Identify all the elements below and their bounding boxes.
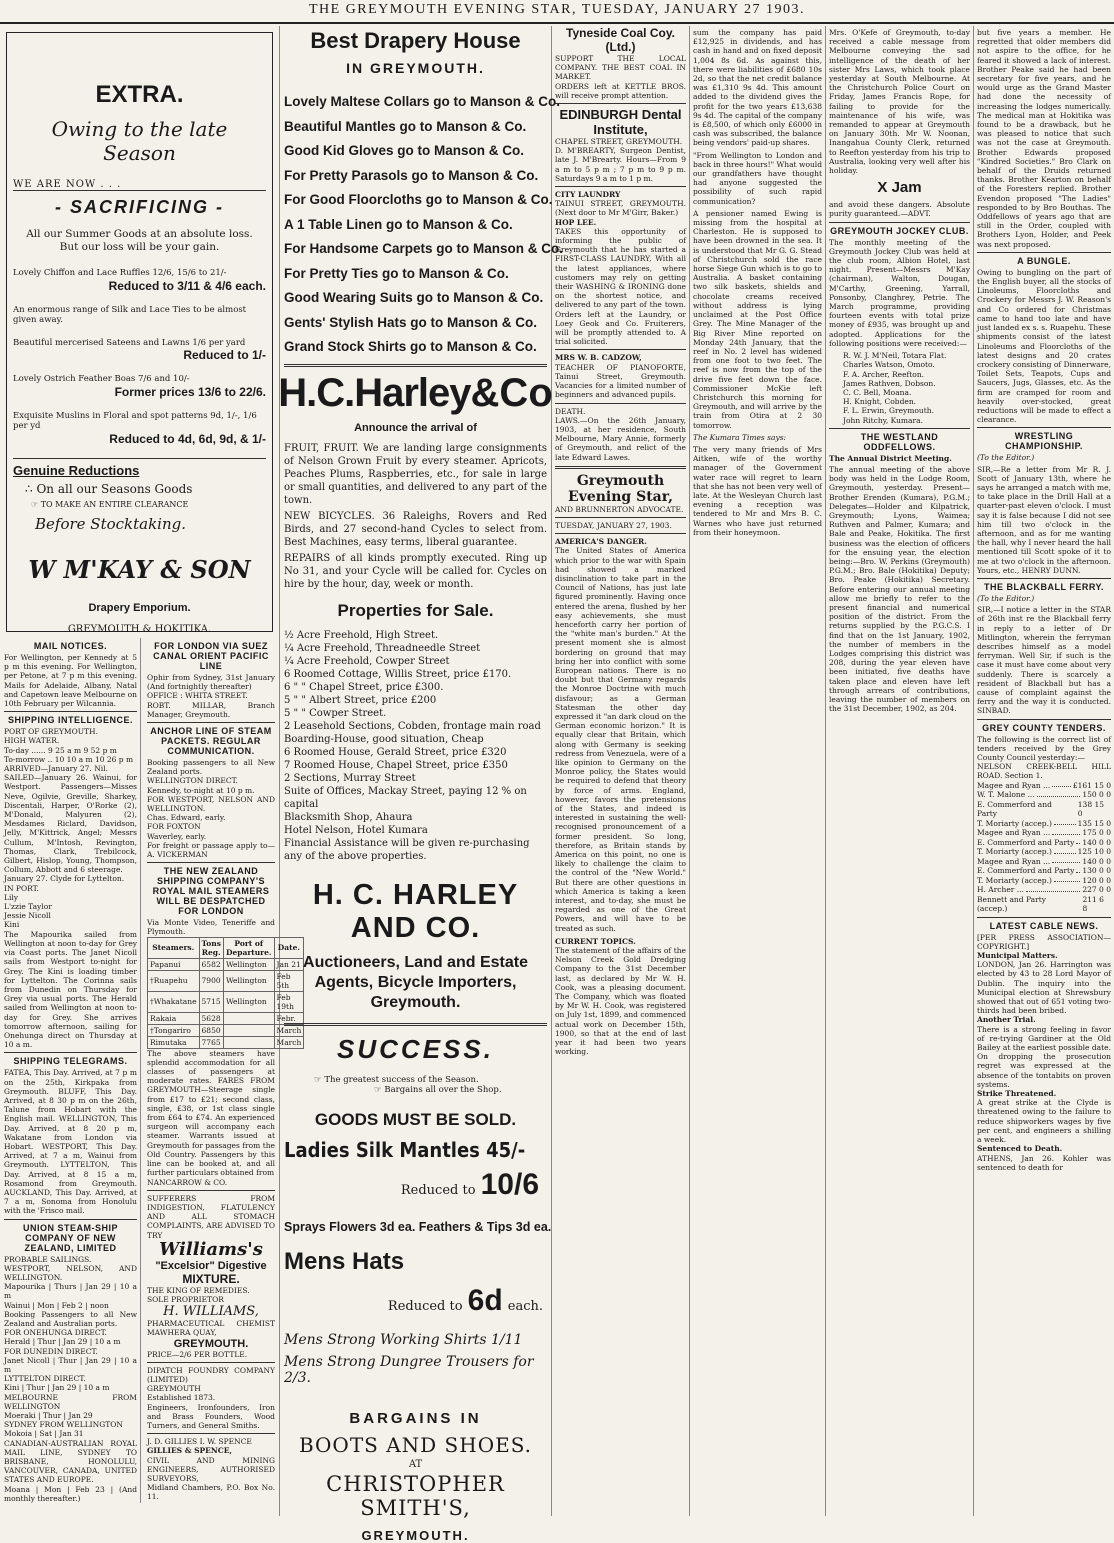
pointing-hand-icon: ☞ [314,1074,322,1085]
drapery-line: For Pretty Ties go to Manson & Co. [284,265,509,281]
property-line: Suite of Offices, Mackay Street, paying 12 % on capital [284,785,527,810]
nzship-title: THE NEW ZEALAND SHIPPING COMPANY'S ROYAL MAIL STEAMERS WILL BE DESPATCHED FOR LONDON [152,866,270,917]
property-line: 2 Sections, Murray Street [284,772,416,784]
drapery-line: Good Wearing Suits go to Manson & Co. [284,290,544,305]
tender-row: T. Moriarty (accep.) 135 15 0 [977,818,1111,828]
property-line: 5 " " Cowper Street. [284,707,387,719]
harley-logo: H.C.Harley &Co [278,370,553,415]
mail-title: MAIL NOTICES. [33,641,108,651]
column-2: Best Drapery House IN GREYMOUTH. Lovely Maltese Collars go to Manson & Co. Beautiful Mantles go to Manson & Co. Good Kid Gloves go to Manson & Co. For Pretty Parasols go to Manson & Co. For Good Floorcloths go to Manson & Co. A 1 Table Linen go to Manson & Co. For Handsome Carpets go to Manson & Co. For Pretty Ties go to Manson & Co. Good Wearing Suits go to Manson & Co. Gents' Stylish Hats go to Manson & Co. Grand Stock Shirts go to Manson & Co. H.C.Harley &Co Announce the arrival of FRUIT, FRUIT. We are landing large consignments of Nelson Grown Fruit by every steamer. Apricots, Peaches Plums, Raspberries, etc., for sale in large or small quantities, and delivered to any part of the town. NEW BICYCLES. 36 Raleighs, Rovers and Red Birds, and 27 second-hand Cycles to select from. Best Machines, easy terms, liberal guarantee. REPAIRS of all kinds promptly executed. Ring up No 31, and your Cycle will be called for. Cycles on hire by the hour, day, week or month. Properties for Sale. ½ Acre Freehold, High Street. ¼ Acre Freehold, Threadneedle Street ¼ Acre Freehold, Cowper Street 6 Roomed Cottage, Willis Street, price £170. 6 " " Chapel Street, price £300. 5 " " Albert Street, price £200 5 " " Cowper Street. 2 Leasehold Sections, Cobden, frontage main road Boarding-House, good situation, Cheap 6 Roomed House, Gerald Street, price £320 7 Roomed House, Chapel Street, price £350 2 Sections, Murray Street Suite of Offices, Mackay Street, paying 12 % on capital Blacksmith Shop, Ahaura Hotel Nelson, Hotel Kumara Financial Assistance will be given re-purchasing any of the above properties. H. C. HARLEY AND CO. Auctioneers, Land and Estate Agents, Bicycle Importers, Greymouth. SUCCESS. ☞ The greatest success of the Season. ☞ Bargains all over the Shop. GOODS MUST BE SOLD. Ladies Silk Mantles 45/- Reduced to 10/6 Sprays Flowers 3d ea. Feathers & Tips 3d ea. Mens Hats Reduced to 6d each. Mens Strong Working Shirts 1/11 Mens Strong Dungree Trousers for 2/3. BARGAINS IN BOOTS AND SHOES. AT CHRISTOPHER SMITH'S, GREYMOUTH. [278,28,564,1543]
tender-row: Magee and Ryan ... 175 0 0 [977,828,1111,838]
extra-line: Exquisite Muslins in Floral and spot patterns 9d, 1/-, 1/6 per yd Reduced to 4d, 6d, 9d, & 1/- [13,410,266,446]
table-row: Rakaia 5628 Febr. [148,1012,304,1024]
towns: GREYMOUTH & HOKITIKA. [67,623,212,635]
orient-title: FOR LONDON VIA SUEZ CANAL ORIENT PACIFIC LINE [153,641,269,671]
pointing-hand-icon: ☞ [374,1085,382,1095]
extra-line: Lovely Chiffon and Lace Ruffles 12/6, 15/6 to 21/- Reduced to 3/11 & 4/6 each. [13,268,266,293]
drapery-line: Gents' Stylish Hats go to Manson & Co. [284,314,537,330]
harley-announce: Announce the arrival of [354,421,477,434]
mantles-price: 10/6 [480,1167,539,1201]
property-line: 6 " " Chapel Street, price £300. [284,681,444,693]
tender-row: E. Commerford and Party 138 15 0 [977,799,1105,819]
sacrificing: - SACRIFICING - [55,197,224,217]
column-4: sum the company has paid £12,925 in dividends, and has cash in hand and on fixed deposit 1,004 8s 6d. As against this, there were liabilities of £680 10s 2d, so that the net credit balance was £1,310 9s 4d. This amount added to the dividend gives the profit for the two years £13,638 9s 4d. The capital of the company is £8,500, of which only £6000 in cash was subscribed, the balance being vendors' paid-up shares. "From Wellington to London and back in three hours!" What would our grandfathers have thought had anyone suggested the possibility of such rapid communication? A pensioner named Ewing is missing from the hospital at Charleston. He is supposed to have been drowned in the sea. It is understood that Mr G. G. Stead of Christchurch sold the race horse Siege Gun which is to go to Australia. A basket containing two silk baskets, shields and chocolate creams received without address is lying unclaimed at the Post Office Grey. The Mine Manager of the Big River Mine reported on Monday 24th January, that the reef in No. 2 level has widened from one foot to two feet. The reef is now from the top of the drive five feet down the face. Commissioner McKie left Christchurch this morning for Greymouth, and will arrive by the train from Otira at 2 30 tomorrow. The Kumara Times says: The very many friends of Mrs Aitken, wife of the worthy manager of the Government water race will regret to learn that she has not been very well of late. At the Wesleyan Church last evening a reception was tendered to Mr and Mrs B. C. Warnes who have just returned from their honeymoon. [690,26,826,1516]
clearance: ☞ TO MAKE AN ENTIRE CLEARANCE [31,499,189,509]
extra-intro: All our Summer Goods at an absolute loss. But our loss will be your gain. [26,228,253,253]
harley-big: H. C. HARLEY AND CO. [312,878,519,944]
pointing-hand-icon: ☞ [31,499,39,509]
property-line: 7 Roomed House, Chapel Street, price £350 [284,759,508,771]
extra-ad [6,32,273,635]
wrestling-title: WRESTLING CHAMPIONSHIP. [1005,431,1083,452]
column-3: Tyneside Coal Coy. (Ltd.) SUPPORT THE LOCAL COMPANY. THE BEST COAL IN MARKET. ORDERS left at KETTLE BROS. will receive prompt attention. EDINBURGH Dental Institute, CHAPEL STREET, GREYMOUTH. D. M'BREARTY, Surgeon Dentist, late J. M'Brearty. Hours—From 9 a m to 5 p m ; 7 p m to 9 p m. Saturdays 9 a m to 1 p m. CITY LAUNDRY TAINUI STREET, GREYMOUTH. (Next door to Mr M'Girr, Baker.) HOP LEE. TAKES this opportunity of informing the public of Greymouth that he has started a FIRST-CLASS LAUNDRY, With all the latest appliances, where customers may rely on getting their WASHING & IRONING done on the shortest notice, and delivered to any part of the town. Orders left at the Laundry, or Loey Geok and Co. Fruiterers, will be promptly attended to. A trial solicited. MRS W. B. CADZOW, TEACHER OF PIANOFORTE, Tainui Street, Greymouth. Vacancies for a limited number of beginners and advanced pupils. DEATH. LAWS.—On the 26th January, 1903, at her residence, South Melbourne, Mary Annie, formerly of Greymouth, and relict of the late Edward Lawes. Greymouth Evening Star, AND BRUNNERTON ADVOCATE. TUESDAY, JANUARY 27, 1903. AMERICA'S DANGER. The United States of America which prior to the war with Spain had showed a marked disinclination to take part in the Council of Nations, has just late figured prominently. Having once entered the arena, flushed by her easy achievements, she must henceforth carry her portion of the "white man's burden." At the present moment she is almost bordering on ground that may bring her into conflict with some European nations. There is no doubt but that Germany regards the Monroe Doctrine with much disfavour; as a German Statesman the other day expressed it "an dark cloud on the German economic horizon." It is equally clear that Britain, which along with Germany is seeking redress from Venezuela, were of a like opinion to Germany on the Monroe policy, the States would be required to defend that theory by force of arms. England, however, favors the pretensions of the States, and indeed is interested in sustaining the well-recognised pronouncement of a former president. So long, therefore, as Britain stands by America on this point, no one is likely to challenge the claim to the control of the "New World." But there are other questions in which America is taking a keen interest, and to-day, she must be regarded as one of the Great Powers, and will have to be treated as such. CURRENT TOPICS. The statement of the affairs of the Nelson Creek Gold Dredging Company to the 31st December last, as declared by Mr W. H. Cook, was a pleasing document. The Company, which was floated by Mr W. H. Cook, was registered on July 1st, 1899, and commenced actual work on December 15th, 1900, so that at the end of last year it had been two years working. [552,26,690,1516]
tender-row: T. Moriarty (accep.) 125 10 0 [977,847,1111,857]
williams-name: Williams's [159,1238,263,1260]
table-row: Papanui 6582 Wellington Jan 21 [148,958,304,970]
mantles: Ladies Silk Mantles 45/- [284,1137,526,1162]
table-row: †Whakatane 5715 Wellington Feb 19th [148,991,304,1012]
hats-price: 6d [467,1283,503,1317]
tender-row: H. Archer ... 227 0 0 [977,885,1111,895]
tenders-title: GREY COUNTY TENDERS. [982,722,1106,733]
drapery-line: Good Kid Gloves go to Manson & Co. [284,143,524,158]
mail-body: For Wellington, per Kennedy at 5 p m this evening. For Wellington, per Petone, at 7 p m this evening. Mails for Adelaide, Albany, Natal and Capetown leave Melbourne on 10th February per Wilcannia. [4,653,137,709]
extra-subtitle: Owing to the late Season [51,117,228,165]
hats: Mens Hats [284,1247,405,1275]
drapery-place: IN GREYMOUTH. [346,60,485,76]
cable-news-title: LATEST CABLE NEWS. [989,920,1099,931]
success-title: SUCCESS. [337,1033,494,1064]
drapery-line: For Good Floorcloths go to Manson & Co. [284,192,553,207]
table-row: †Tongariro 6850 March [148,1024,304,1036]
drapery-line: Beautiful Mantles go to Manson & Co. [284,118,527,134]
drapery-line: A 1 Table Linen go to Manson & Co. [284,216,513,232]
tender-row: Bennett and Party (accep.) 211 6 8 [977,894,1104,914]
sprays: Sprays Flowers 3d ea. Feathers & Tips 3d ea. [284,1219,552,1234]
before-stocktaking: Before Stocktaking. [35,514,187,533]
drapery-line: Lovely Maltese Collars go to Manson & Co. [284,94,561,109]
goods-must-be-sold: GOODS MUST BE SOLD. [314,1109,517,1129]
property-line: 2 Leasehold Sections, Cobden, frontage main road [284,720,541,732]
tender-row: W. T. Malone ... 150 0 0 [977,790,1111,800]
table-row: Rimutaka 7765 March [148,1036,304,1048]
property-line: ¼ Acre Freehold, Cowper Street [284,655,450,667]
column-5: Mrs. O'Kefe of Greymouth, to-day received a cable message from Melbourne conveying the sad intelligence of the death of her sister Mrs Laws, which took place yesterday at South Melbourne. At the Christchurch Police Court on Friday, James Francis Rope, for failing to provide for the maintenance of his wife, was remanded to appear at Greymouth on January 30th. Mr W. Noonan, Inangahua County Clerk, returned to Reefton yesterday from his trip to Australia, looking very well after his holiday. X Jam and avoid these dangers. Absolute purity guaranteed.—ADVT. GREYMOUTH JOCKEY CLUB. The monthly meeting of the Greymouth Jockey Club was held at the club room, Albion Hotel, last night. Present—Messrs M'Kay (chairman), Walton, Dougan, M'Carthy, Greening, Yarrall, Ponsonby, Clanghrey, Petrie. The March programme, providing fourteen events with total prize money of £935, was brought up and adopted. Applications for the following positions were received:— R. W. J. M'Neil, Totara Flat. Charles Watson, Omoto. F. A. Archer, Reefton. James Rathven, Dobson. C. C. Bell, Moana. H. Knight, Cobden. F. L. Erwin, Greymouth. John Ritchy, Kumara. THE WESTLAND ODDFELLOWS. The Annual District Meeting. The annual meeting of the above body was held in the Lodge Room, Greymouth, yesterday. Present—Brother Erenden (Kumara), P.G.M.; Delegates—Holder and Kilpatrick, Greymouth; Lyons, Waimea; Ruthven and Palmer, Kumara; and Bale and Peake, Hokitika. The first business was the election of officers for the ensuing year, the election being:—Bro. W. Perkins (Greymouth) P.G.M.; Bro. Bale (Hokitika) Deputy; Bro. Peake (Hokitika) Secretary. Before entering our annual meeting allow me briefly to refer to the present financial and numerical position of the district. From the returns supplied by the P.G.C.S. I find that on the 1st January, 1902, the number of members in the Lodges comprising this district was 208, during the year eleven have been initiated, five deaths have taken place and eleven have left through arrears of contributions, leaving the number of members on the 31st December, 1902, as 204. [826,26,974,1516]
harley-trade: Auctioneers, Land and Estate Agents, Bicycle Importers, Greymouth. [303,953,528,1011]
drapery-line: Grand Stock Shirts go to Manson & Co. [284,339,537,354]
shipping-title: SHIPPING INTELLIGENCE. [7,715,133,726]
tender-row: E. Commerford and Party 140 0 0 [977,837,1111,847]
properties-title: Properties for Sale. [337,600,494,620]
ferry-title: THE BLACKBALL FERRY. [984,581,1104,592]
telegrams-title: SHIPPING TELEGRAMS. [13,1056,128,1067]
extra-line: Lovely Ostrich Feather Boas 7/6 and 10/- Former prices 13/6 to 22/6. [13,374,266,399]
christopher-smith: CHRISTOPHER SMITH'S, [326,1471,505,1520]
drapery-line: For Pretty Parasols go to Manson & Co. [284,167,539,183]
property-line: Blacksmith Shop, Ahaura [284,811,413,823]
dental-title: EDINBURGH Dental Institute, [559,107,682,138]
jam-ad: X Jam [877,179,922,197]
property-line: Boarding-House, good situation, Cheap [284,733,484,745]
tender-row: Magee and Ryan ... £161 15 0 [977,780,1111,790]
right-subcolumn: FOR LONDON VIA SUEZ CANAL ORIENT PACIFIC LINE Ophir from Sydney, 31st January (And fortnightly thereafter) OFFICE : WHITA STREET. ROBT. MILLAR, Branch Manager, Greymouth. ANCHOR LINE OF STEAM PACKETS. REGULAR COMMUNICATION. Booking passengers to all New Zealand ports. WELLINGTON DIRECT. Kennedy, to-night at 10 p m. FOR WESTPORT, NELSON AND WELLINGTON. Chas. Edward, early. FOR FOXTON Waverley, early. For freight or passage apply to— A. VICKERMAN THE NEW ZEALAND SHIPPING COMPANY'S ROYAL MAIL STEAMERS WILL BE DESPATCHED FOR LONDON Via Monte Video, Teneriffe and Plymouth. Steamers. Tons Reg. Port of Departure. Date. Papanui 6582 Wellington Jan 21 †Ruapehu 7900 Wellington Feb 5th †Whakatane 5715 Wellington Feb 19th Rakaia 5628 Febr. †Tongariro 6850 March Rimutaka 7765 March The above steamers have splendid accommodation for all classes of passengers at moderate rates. FARES FROM GREYMOUTH—Steerage single from £17 to £21; second class, single, £38, or 1st class single from £64 to £74. An experienced surgeon will accompany each steamer. Warrants issued at Greymouth for passages from the Old Country. Passengers by this line can be booked at, and all further particulars obtained from NANCARROW & CO. SUFFERERS FROM INDIGESTION, FLATULENCY AND ALL STOMACH COMPLAINTS, ARE ADVISED TO TRY Williams's "Excelsior" Digestive MIXTURE. THE KING OF REMEDIES. SOLE PROPRIETOR H. WILLIAMS, PHARMACEUTICAL CHEMIST MAWHERA QUAY, GREYMOUTH. PRICE—2/6 PER BOTTLE. DIPATCH FOUNDRY COMPANY (LIMITED) GREYMOUTH Established 1873. Engineers, Ironfounders, Iron and Brass Founders, Wood Turners, and General Smiths. J. D. GILLIES I. W. SPENCE GILLIES & SPENCE, CIVIL AND MINING ENGINEERS, AUTHORISED SURVEYORS, Midland Chambers, P.O. Box No. 11. [147,638,275,1503]
tender-row: T. Moriarty (accep.) 120 0 0 [977,875,1111,885]
property-line: 6 Roomed House, Gerald Street, price £320 [284,746,507,758]
jockey-title: GREYMOUTH JOCKEY CLUB. [830,225,969,236]
property-line: Hotel Nelson, Hotel Kumara [284,824,428,836]
coal-title: Tyneside Coal Coy. (Ltd.) [566,26,675,54]
drapery-line: For Handsome Carpets go to Manson & Co. [284,241,564,256]
emporium: Drapery Emporium. [88,601,191,614]
property-line: 6 Roomed Cottage, Willis Street, price £170. [284,668,512,680]
firm-name: W M'KAY & SON [28,554,251,584]
drapery-title: Best Drapery House [310,28,521,53]
anchor-title: ANCHOR LINE OF STEAM PACKETS. REGULAR COMMUNICATION. [150,726,272,757]
column-1 [0,26,302,1516]
paper-nameplate: Greymouth Evening Star, [568,472,673,505]
genuine-reductions: Genuine Reductions [13,462,140,478]
property-line: 5 " " Albert Street, price £200 [284,694,437,706]
property-line: ½ Acre Freehold, High Street. [284,629,439,641]
table-row: †Ruapehu 7900 Wellington Feb 5th [148,970,304,991]
extra-title: EXTRA. [95,81,184,108]
tender-row: Magee and Ryan ... 140 0 0 [977,856,1111,866]
union-title: UNION STEAM-SHIP COMPANY OF NEW ZEALAND, LIMITED [22,1222,118,1253]
left-subcolumn: MAIL NOTICES. For Wellington, per Kennedy at 5 p m this evening. For Wellington, per Petone, at 7 p m this evening. Mails for Adelaide, Albany, Natal and Capetown leave Melbourne on 10th February per Wilcannia. SHIPPING INTELLIGENCE. PORT OF GREYMOUTH. HIGH WATER. To-day ...... 9 25 a m 9 52 p m To-morrow .. 10 10 a m 10 26 p m ARRIVED—January 27. Nil. SAILED—January 26. Wainui, for Westport. Passengers—Misses Neve, Ogilvie, Greville, Sharkey, Discentali, Harper, O'Rorke (2), M'Donald, Malyuren (2), Mesdames Riclard, Davidson, Jelly, M'Kittrick, Angel; Messrs Cullum, M'Intosh, Revington, Thomas, Clark, Trebilcock, Gilbert, Hislop, Young, Thompson, Collum, Abbott and 6 steerage. January 27. Clyde for Lyttelton. IN PORT. Lily L'zzie Taylor Jessie Nicoll Kini The Mapourika sailed from Wellington at noon to-day for Grey via Coast ports. The Janet Nicoll sails from Westport to-night for Grey. The Kini is loading timber for Lyttelton. The Corinna sails from Dunedin on Thursday for Grey via usual ports. The Herald sailed from Wellington at noon to-day for Grey. She arrives tomorrow afternoon, sailing for Onehunga direct on Thursday at 10 a m. SHIPPING TELEGRAMS. FATEA, This Day. Arrived, at 7 p m on the 25th, Kirkpaka from Greymouth. BLUFF, This Day. Arrived, at 8 30 p m on the 26th, Talune from Hobart with the English mail. WELLINGTON, This Day. Arrived, at 8 20 p m, Wakatane from London via Hobart. WESTPORT, This Day. Arrived, at 7 a m, Wainui from Greymouth. LYTTELTON, This Day. Arrived, at 8 15 a m, Rosamond from Greymouth. AUCKLAND, This Day. Arrived, at 7 a m, Sonoma from Honolulu with the 'Frisco mail. UNION STEAM-SHIP COMPANY OF NEW ZEALAND, LIMITED PROBABLE SAILINGS. WESTPORT, NELSON, AND WELLINGTON. Mapourika | Thurs | Jan 29 | 10 a m Wainui | Mon | Feb 2 | noon Booking Passengers to all New Zealand and Australian ports. FOR ONEHUNGA DIRECT. Herald | Thur | Jan 29 | 10 a m FOR DUNEDIN DIRECT. Janet Nicoll | Thur | Jan 29 | 10 a m LYTTELTON DIRECT. Kini | Thur | Jan 29 | 10 a m MELBOURNE FROM WELLINGTON Moeraki | Thur | Jan 29 SYDNEY FROM WELLINGTON Mokoia | Sat | Jan 31 CANADIAN-AUSTRALIAN ROYAL MAIL LINE, SYDNEY TO BRISBANE, HONOLULU, VANCOUVER, CANADA, UNITED STATES AND EUROPE. Moana | Mon | Feb 23 | (And monthly thereafter.) [4,638,141,1503]
bungle-title: A BUNGLE. [1017,255,1071,266]
tender-row: E. Commerford and Party 130 0 0 [977,866,1111,876]
telegrams-body: FATEA, This Day. Arrived, at 7 p m on the 25th, Kirkpaka from Greymouth. BLUFF, This Day. Arrived, at 8 30 p m on the 26th, Talune from Hobart with the English mail. WELLINGTON, This Day. Arrived, at 8 20 p m, Wakatane from London via Hobart. WESTPORT, This Day. Arrived, at 7 a m, Wainui from Greymouth. LYTTELTON, This Day. Arrived, at 8 15 a m, Rosamond from Greymouth. AUCKLAND, This Day. Arrived, at 7 a m, Sonoma from Honolulu with the 'Frisco mail. [4,1068,137,1216]
we-are-now: WE ARE NOW . . . [13,179,266,191]
oddfellows-title: THE WESTLAND ODDFELLOWS. [860,431,939,452]
column-6: but five years a member. He regretted that older members did not aspire to the office, for he feared it showed a lack of interest. Brother Peake said he had been secretary for five years, and he would urge as the Grand Master had done the necessity of increasing the lodges numerically. The medical man at Hokitika was found to be a drawback, but he was pleased to notice that such was not the case at Greymouth. Brother Edwards proposed "Kindred Societies." Bro Clark on behalf of the Druids returned thanks. Brother Kearton on behalf of the Foresters replied. Brother Evendon proposed "The Ladies" responded to by Bro Bouthas. The Oddfellows of years ago that are still in the Order, coupled with Brothers Lyon, Holder, and Peek was next proposed. A BUNGLE. Owing to bungling on the part of the English buyer, all the stocks of Linoleums, Floorcloths and Crockery for Messrs J. W. Reason's and Co ordered for Christmas came to hand too late and have just landed ex s. s. Ruapehu. These shipments consist of the latest Linoleums and Floorcloths of the latest designs and 20 crates crockery consisting of Dinnerware, Toilet Sets, Teapots, Cups and Saucers, Jugs, Glasses, etc. As the firm are cramped for room and heavily over-stocked, great reductions will be made to effect a clearance. WRESTLING CHAMPIONSHIP. (To the Editor.) SIR,—Re a letter from Mr R. J. Scott of January 13th, where he says he arranged a match with me, to take place in the Drill Hall at a quarter-past eleven o'clock. I must say it is false because I did not see him till two o'clock in the afternoon, and as for me wanting the hall, why I never heard the hall mentioned till Scott spoke of it to me at two o'clock in the afternoon. Yours, etc., HENRY DUNN. THE BLACKBALL FERRY. (To the Editor.) SIR,—I notice a letter in the STAR of 26th inst re the Blackball ferry in reply to a letter of Dr Mitlington, wherein the ferryman describes himself as a model ferryman. Well Sir, if such is the case it must have come about very suddenly. There is scarcely a resident of Blackball but has a cause of complaint against the ferry and the way it is conducted. SINBAD. GREY COUNTY TENDERS. The following is the correct list of tenders received by the Grey County Council yesterday:— NELSON CREEK-BELL HILL ROAD. Section 1. Magee and Ryan ... £161 15 0 W. T. Malone ... 150 0 0 E. Commerford and Party 138 15 0 T. Moriarty (accep.) 135 15 0 Magee and Ryan ... 175 0 0 E. Commerford and Party 140 0 0 T. Moriarty (accep.) 125 10 0 Magee and Ryan ... 140 0 0 E. Commerford and Party 130 0 0 T. Moriarty (accep.) 120 0 0 H. Archer ... 227 0 0 Bennett and Party (accep.) 211 6 8 LATEST CABLE NEWS. [PER PRESS ASSOCIATION—COPYRIGHT.] Municipal Matters. LONDON, Jan 26. Harrington was elected by 43 to 28 Lord Mayor of Dublin. The inquiry into the Municipal election at Shrewsbury showed that out of 651 voting two-thirds had been bribed. Another Trial. There is a strong feeling in favor of re-trying Gardiner at the Old Bailey at the earliest possible date. On dropping the prosecution regret was expressed at the absence of the tontabits on proven systems. Strike Threatened. A great strike at the Clyde is threatened owing to the failure to reduce shipworkers wages by five per cent, and engineers a shilling a week. Sentenced to Death. ATHENS, Jan 26. Kohler was sentenced to death for [977,28,1111,1172]
property-line: Financial Assistance will be given re-purchasing any of the above properties. [284,837,530,862]
extra-line: An enormous range of Silk and Lace Ties to be almost given away. [13,304,247,325]
masthead: THE GREYMOUTH EVENING STAR, TUESDAY, JANUARY 27 1903. [0,0,1114,24]
nzship-table: Steamers. Tons Reg. Port of Departure. Date. Papanui 6582 Wellington Jan 21 †Ruapehu 7900 Wellington Feb 5th †Whakatane 5715 Wellington Feb 19th Rakaia 5628 Febr. †Tongariro 6850 March Rimutaka 7765 March [147,937,304,1049]
property-line: ¼ Acre Freehold, Threadneedle Street [284,642,481,654]
extra-line: Beautiful mercerised Sateens and Lawns 1/6 per yard Reduced to 1/- [13,337,266,362]
all-goods: ∴ On all our Seasons Goods [25,481,193,496]
